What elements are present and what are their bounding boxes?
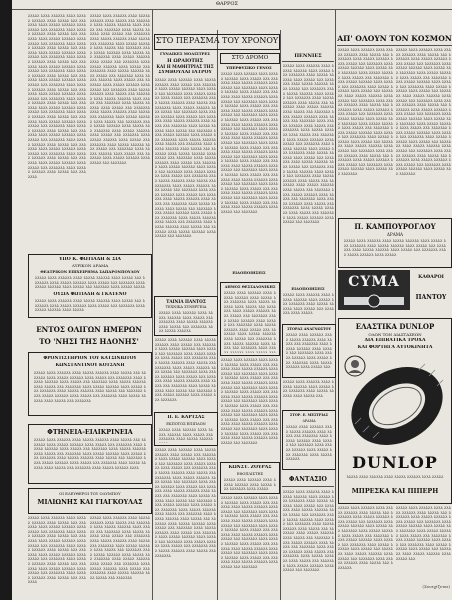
ad-title: Π. Ε. ΚΑΡΤΣΑΣ	[167, 415, 205, 420]
ad-line: ΔΡΑΜΑ	[386, 232, 404, 237]
ad-title: ΕΛΑΣΤΙΚΑ DUNLOP	[355, 322, 435, 331]
brand-logo: DUNLOP	[352, 453, 438, 472]
ad-line: ΤΕΧΝΙΚΑ ΣΥΝΕΡΓΕΙΑ	[165, 305, 207, 309]
section-title: ΑΠ' ΟΛΟΥΝ ΤΟΝ ΚΟΣΜΟΝ	[337, 34, 452, 43]
subheading: ΕΙΔΟΠΟΙΗΣΕΙΣ	[291, 286, 325, 291]
article-text: λλλλλ λλλλ λλλλλλ λλλλ λλλλλ λλλλλλ λλλλ λλλλλ λλλ λλλλλλλ λλλλ λλλλλ λλλλλλ λλλλ λλλλλ λλλ λλλλλλλ λλλλ λλλλλ	[283, 293, 334, 316]
ad-title: Π. ΚΑΜΠΟΥΡΟΓΛΟΥ	[354, 222, 436, 231]
divider	[337, 45, 452, 46]
article-text: λλλλλ λλλλ λλλλλλ λλλλ λλλλλ λλλλλλ λλλλ λλλλλ λλλ λλλλλλλ λλλλ λλλλλ λλλλλλ λλλλ λλλλλ λλλ λλλλλλλ λλλλ λλλλλ λλλλλλ λλλλ λλλλλ λλλ λλλλλλλ λλλλ λλλλλ λλλλλλ λλλλ λλλλλ λλλ λλλλλλλ λλλλ λλλλλ λλλλλλ λλλλ λλλλλ λλλ λλλλλλλ λλλλ λλλλλ λλλλλλ λλλλ λλλλλ λλλ λλλλλλλ λλλλ λλλλλ λλλλλλ λλλλ λλλλλ λλλ λλλλλλλ λλλλ λλλλλ λλλλλλ λλλλ λλλλλ λλλ λλλλλλλ λλλλ λλλλλ λλλλλλ λλλλ λλλλλ λλλ λλλλλλλ	[90, 516, 150, 580]
article-text: λλλλλ λλλλ λλλλλλ λλλλ λλλλλ λλλλλλ λλλλ λλλλλ λλλ λλλλλλλ λλλλ λλλλλ λλλλλλ λλλλ λλλλλ λλλ λλλλλλλ λλλλ λλλλλ λλλλλλ λλλλ λλλλλ λλλ λλλλλλλ λλλλ λλλλλ λλλλλλ λλλλ λλλλλ λλλ λλλλλλλ λλλλ λλλλλ λλλλλλ λλλλ λλλλλ λλλ λλλλλλλ λλλλ λλλλλ λλλλλλ λλλλ λλλλλ λλλ λλλλλλλ λλλλ λλλλλ λλλλλλ λλλλ λλλλλ λλλ λλλλλλλ λλλλ λλλλλ λλλλλλ λλλλ λλλλλ λλλ λλλλλλλ λλλλ λλλλλ λλλλλλ λλλλ λλλλλ λλλ λλλλλλλ λλλλ λλλλλ λλλλλλ λλλλ λλλλλ λλλ λλλλλλλ λλλλ λλλλλ λλλλλλ λλλλ λλλλλ λλλ λλλλλλλ λλλλ λλλλλ λλλλλλ λλλλ λλλλλ λλλ λλλλλλλ λλλλ λλλλλ λλλλλλ λλλλ λλλλλ λλλ λλλλλλλ λλλλ λλλλλ λλλλλλ λλλλ λλλλλ λλλ λλλλλλλ λλλλ λλλλλ λλλλλλ λλλλ λλλλλ λλλ λλλλλλλ λλλλ λλλλλ λλλλλλ λλλλ λλλλλ λλλ λλλλλλλ λλλλ λλλλλ λλλλλλ λλλλ λλλλλ λλλ λλλλλλλ λλλλ λλλλλ λλλλλλ λλλλ λλλλλ λλλ λλλλλλλ λλλλ λλλλλ λλλλλλ λλλλ λλλλλ λλλ λλλλλλλ λλλλ λλλλλ λλλλλλ λλλλ λλλλλ λλλ λλλλλλλ λλλλ λλλλλ λλλλλλ λλλλ λλλλλ λλλ λλλλλλλ λλλλ λλλλλ λλλλλλ λλλλ λλλλλ λλλ λλλλλλλ λλλλ λλλλλ λλλλλλ λλλλ λλλλλ λλλ λλλλλλλ λλλλ λλλλλ λλλλλλ λλλλ λλλλλ λλλ λλλλλλλ	[155, 78, 216, 239]
subheading: ΓΥΝΑΙΚΕΣ ΜΟΔΙΣΤΡΕΣ	[160, 51, 210, 56]
ad-line: ΔΡΑΜΑ	[302, 419, 316, 423]
ad-line: ΟΛΩΝ ΤΩΝ ΔΙΑΣΤΑΣΕΩΝ	[368, 332, 422, 337]
ad-line: ΚΩΝΣΤΑΝΤΙΝΟΥ ΚΟΤΣΑΝΗ	[55, 363, 125, 368]
ad-body: λλλλλ λλλλ λλλλλλ λλλλ λλλλλ λλλλλλ λλλλ λλλλλ λλλ λλλλλλλ λλλλ λλλλλ λλλλλλ	[159, 428, 213, 442]
watch-icon	[344, 294, 404, 308]
ad-line: ΜΠΡΕΣΚΑ ΚΑΙ ΠΙΠΕΡΗ	[351, 487, 439, 495]
section-header	[220, 53, 280, 64]
notice-body: λλλλλ λλλλ λλλλλλ λλλλ λλλλλ λλλλλλ λλλλ λλλλλ λλλ λλλλλλλ λλλλ λλλλλ λλλλλλ λλλλ λλλλλ λλλ λλλλλλλ λλλλ λλλλλ λλλλλλ λλλλ λλλλλ λλλ λλλλλλλ λλλλ λλλλλ λλλλλλ λλλλ λλλλλ λλλ λλλλλλλ λλλλ λλλλλ λλλλλλ λλλλ λλλλλ λλλ λλλλλλλ λλλλ λλλλλ λλλλλλ λλλλ λλλλλ λλλ λλλλλλλ λλλλ λλλλλ λλλλλλ λλλλ λλλλλ λλλ λλλλλλλ λλλλ λλλλλ λλλλλλ λλλλ λλλλλ λλλ	[224, 291, 276, 353]
ad-body: λλλλλ λλλλ λλλλλλ λλλλ λλλλλ λλλλλλ λλλλ λλλλλ λλλ λλλλλλλ λλλλ λλλλλ λλλλλλ λλλλ λλλλλ λλλ λλλλλλλ λλλλ λλλλλ λλλλλλ λλλλ λλλλλ λλλ λλλλλλλ λλλλ λλλλλ λλλλλλ λλλλ λλλλλ λλλ λλλλλλλ λλλλ λλλλλ λλλλλλ λλλλ λλλλλ λλλ λλλλλλλ λλλλ λλλλλ λλλλλλ λλλλ λλλλλ λλλ λλλλλλλ λλλλ λλλλλ λλλλλλ λλλλ λλλλλ λλλ λλλλλλλ λλλλ λλλλλ λλλλλλ λλλλ λλλλλ λλλ λλλλλλλ	[34, 371, 146, 403]
kartsas-ad	[154, 412, 218, 446]
column-divider	[152, 10, 153, 600]
ad-line: ΚΑΘΑΡΟΙ	[418, 274, 444, 280]
ad-line: ΦΡΟΝΤΙΣΤΗΡΙΟΝ ΤΟΥ ΚΑΤΣΙΝΙΩΤΟΥ	[43, 356, 137, 361]
article-text: λλλλλ λλλλ λλλλλλ λλλλ λλλλλ λλλλλλ λλλλ λλλλλ λλλ λλλλλλλ λλλλ λλλλλ λλλλλλ λλλλ λλλλλ λλλ λλλλλλλ λλλλ λλλλλ λλλλλλ λλλλ λλλλλ λλλ λλλλλλλ λλλλ λλλλλ λλλλλλ λλλλ λλλλλ λλλ λλλλλλλ λλλλ λλλλλ λλλλλλ λλλλ λλλλλ λλλ λλλλλλλ λλλλ λλλλλ λλλλλλ λλλλ λλλλλ λλλ λλλλλλλ λλλλ λλλλλ λλλλλλ λλλλ λλλλλ λλλ	[396, 506, 451, 561]
article-text: λλλλλ λλλλ λλλλλλ λλλλ λλλλλ λλλλλλ λλλλ λλλλλ λλλ λλλλλλλ λλλλ λλλλλ λλλλλλ λλλλ λλλλλ λλλ λλλλλλλ λλλλ λλλλλ λλλλλλ λλλλ λλλλλ λλλ λλλλλλλ λλλλ λλλλλ λλλλλλ λλλλ λλλλλ λλλ λλλλλλλ λλλλ λλλλλ λλλλλλ λλλλ λλλλλ λλλ λλλλλλλ λλλλ λλλλλ λλλλλλ λλλλ λλλλλ λλλ λλλλλλλ λλλλ λλλλλ λλλλλλ λλλλ λλλλλ λλλ λλλλλλλ λλλλ λλλλλ λλλλλλ λλλλ λλλλλ λλλ λλλλλλλ λλλλ λλλλλ λλλλλλ λλλλ λλλλλ λλλ λλλλλλλ λλλλ λλλλλ λλλλλλ λλλλ λλλλλ λλλ λλλλλλλ λλλλ λλλλλ λλλλλλ λλλλ λλλλλ λλλ λλλλλλλ λλλλ λλλλλ λλλλλλ λλλλ λλλλλ λλλ λλλλλλλ λλλλ λλλλλ λλλλλλ λλλλ λλλλλ λλλ λλλλλλλ λλλλ λλλλλ λλλλλλ λλλλ λλλλλ λλλ λλλλλλλ λλλλ λλλλλ λλλλλλ λλλλ λλλλλ λλλ λλλλλλλ λλλλ λλλλλ λλλλλλ λλλλ λλλλλ λλλ λλλλλλλ	[155, 448, 216, 558]
section-title: ΣΤΟ ΠΕΡΑΣΜΑ ΤΟΥ ΧΡΟΝΟΥ	[155, 36, 279, 45]
column-divider	[280, 30, 281, 600]
section-header	[154, 34, 280, 50]
ad-line: ΟΙ ΕΛΕΥΘΕΡΟΙ ΤΟΥ ΟΛΥΜΠΟΥ	[59, 491, 121, 496]
subheading: Η ΩΡΑΙΟΤΗΣ	[167, 58, 203, 64]
ad-line: ΕΚΠΟΤΟΣ ΕΠΙΠΛΩΝ	[166, 422, 206, 426]
subheading: ΚΑΙ Η ΜΑΘΗΤΡΙΑΣ ΤΗΣ	[156, 64, 214, 69]
ad-body: λλλλλ λλλλ λλλλλλ λλλλ λλλλλ λλλλλλ λλλλ λλλλλ λλλ λλλλλλλ λλλλ λλλλλ λλλλλλ λλλλ λλλλλ λλλ λλλλλλλ λλλλ λλλλλ λλλλλλ λλλλ λλλλλ λλλ λλλλλλλ λλλλ λλλλλ λλλλλ	[35, 276, 145, 290]
article-text: λλλλλ λλλλ λλλλλλ λλλλ λλλλλ λλλλλλ λλλλ λλλλλ λλλ λλλλλλλ λλλλ λλλλλ λλλλλλ λλλλ λλλλλ λλλ λλλλλλλ λλλλ λλλλλ λλλλλλ λλλλ λλλλλ λλλ λλλλλλλ λλλλ λλλλλ λλλλλλ λλλλ λλλλλ λλλ λλλλλλλ λλλλ λλλλλ λλλλλλ λλλλ λλλλλ λλλ λλλλλλλ λλλλ λλλλλ λλλλλλ λλλλ λλλλλ λλλ λλλλλλλ λλλλ λλλλλ λλλλλλ λλλλ λλλλλ λλλ λλλλλλλ λλλλ λλλλλ λλλλλλ λλλλ λλλλλ λλλ λλλλλλλ	[338, 506, 393, 570]
notice-title: ΔΗΜΟΣ ΘΕΣΣΑΛΟΝΙΚΗΣ	[224, 285, 276, 289]
milionis-ad	[28, 488, 152, 514]
ad-body: λλλλλ λλλλ λλλλλλ λλλλ λλλλλ λλλλλλ λλλλ λλλλλ λλλ λλλλλλλ λλλλ λλλλλ λλλλλλ λλλλ λλλλλ λλλ λλλλλλλ λλλλ λλλλλ λλλλλλ λλλλ λλλλλ λλλ λλλλλλλ λλλλ λλλλλ λλλλλλ λλλλ λλλλλ λλλ	[286, 333, 332, 370]
zouras-ad	[220, 462, 280, 494]
newspaper-page	[12, 0, 452, 600]
article-text: λλλλλ λλλλ λλλλλλ λλλλ λλλλλ λλλλλλ λλλλ λλλλλ λλλ λλλλλλλ λλλλ λλλλλ λλλλλλ λλλλ λλλλλ λλλ λλλλλλλ λλλλ λλλλλ λλλλλλ λλλλ λλλλλ λλλ λλλλλλλ λλλλ λλλλλ λλλλλλ λλλλ λλλλλ λλλ λλλλλλλ λλλλ λλλλλ λλλλλλ λλλλ λλλλλ λλλ λλλλλλλ λλλλ λλλλλ λλλλλλ λλλλ λλλλλ λλλ λλλλλλλ λλλλ λλλλλ λλλλλλ λλλλ λλλλλ λλλ λλλλλλλ λλλλ λλλλλ λλλλλλ λλλλ λλλλλ λλλ λλλλλλλ λλλλ λλλλλ λλλλλλ λλλλ λλλλλ λλλ λλλλλλλ λλλλ λλλλλ λλλλλλ λλλλ λλλλλ λλλ λλλλλλλ	[283, 490, 334, 573]
subheading: ΥΠΕΡΦΥΣΙΚΟ ΓΕΝΟΣ	[226, 65, 272, 70]
announcement-title: ΕΝΤΟΣ ΟΛΙΓΩΝ ΗΜΕΡΩΝ	[36, 325, 142, 334]
ad-body: λλλλλ λλλλ λλλλλλ λλλλ λλλλλ λλλλλλ λλλλ λλλλλ λλλ λλλλλλλ λλλλ λλλλλ λλλλλλ λλλλ λλλλλ λλλ λλλλλλλ λλλλ λλλλλ λλλλλλ	[159, 311, 213, 333]
ad-body: λλλλλ λλλλ λλλλλλ λλλλ λλλλλ λλλλλλ λλλλ λλλλλ λλλ λλλλλλλ λλλλ λλλλλ λλλλλλ λλλλ λλλλλ λλλ λλλλλλλ λλλλ λλλλλ λλλλλλ λλλλ λλλλλ λλλ λλλλλλλ λλλλ λλλλλ λλλλλλ	[286, 425, 332, 462]
ad-line: ΘΕΑΤΡΙΚΟΝ ΕΠΙΧΕΙΡΗΜΑ ΣΑΠΑΡΟΝΠΟΥΛΟΥ	[40, 269, 140, 274]
ad-line: ΕΦΟΠΛΙΣΤΗΣ	[236, 472, 264, 476]
ad-title: ΦΤΗΝΕΙΑ-ΕΙΛΙΚΡΙΝΕΙΑ	[47, 428, 133, 436]
cyma-panel	[338, 270, 410, 310]
ad-line: ΟΥΣΙΑ ΦΩΤΙΑΔΗ & ΓΚΑΤΕΝΟ	[53, 292, 127, 297]
article-text: λλλλλ λλλλ λλλλλλ λλλλ λλλλλ λλλλλλ λλλλ λλλλλ λλλ λλλλλλλ λλλλ λλλλλ λλλλλλ λλλλ λλλλλ λλλ λλλλλλλ λλλλ λλλλλ λλλλλλ λλλλ λλλλλ λλλ λλλλλλλ λλλλ λλλλλ λλλλλλ λλλλ λλλλλ λλλ λλλλλλλ λλλλ λλλλλ λλλλλλ λλλλ λλλλλ λλλ λλλλλλλ λλλλ λλλλλ λλλλλλ λλλλ λλλλλ λλλ λλλλλλλ λλλλ λλλλλ λλλλλλ λλλλ λλλλλ λλλ λλλλλλλ λλλλ λλλλλ λλλλλλ λλλλ λλλλλ λλλ λλλλλλλ λλλλ λλλλλ λλλλλλ λλλλ λλλλλ λλλ λλλλλλλ λλλλ λλλλλ λλλλλλ λλλλ λλλλλ λλλ λλλλλλλ λλλλ λλλλλ λλλλλλ λλλλ λλλλλ λλλ λλλλλλλ λλλλ λλλλλ λλλλλλ λλλλ λλλλλ λλλ λλλλλλλ λλλλ λλλλλ λλλλλλ λλλλ λλλλλ λλλ λλλλλλλ λλλλ λλλλλ λλλλλλ λλλλ λλλλλ λλλ λλλλλλλ λλλλ λλλλλ λλλλλλ λλλλ λλλλλ λλλ λλλλλλλ λλλλ λλλλλ λλλλλλ λλλλ λλλλλ λλλ λλλλλλλ λλλλ λλλλλ λλλλλλ λλλλ λλλλλ λλλ λλλλλλλ λλλλ λλλλλ λλλλλλ λλλλ λλλλλ λλλ λλλλλλλ λλλλ λλλλλ λλλλλλ λλλλ λλλλλ λλλ λλλλλλλ λλλλ λλλλλ λλλλλλ λλλλ λλλλλ λλλ λλλλλλλ	[283, 64, 334, 225]
ad-body: λλλλλ λλλλ λλλλλλ λλλλ λλλλλ λλλλλλ λλλλ λλλλλ λλλ λλλλλλλ λλλλ λλλλλ λλλλλλ λλλλ λλλλλ λλλ λλλλλλλ λλλλ λλλλλ λλλλλλ λλλλ λλλλλ λλλ λλλλλλλ λλλλ λλλλλ λλλλλλ λλλλ λλλλλ λλλ λλλλλλλ λλλλ λλλλλ λλλλλλ λλλλ λλλλλ λλλ λλλλλλλ λλλλ λλλλλ λλλλλλ λλλλ λλλλλ λλλ λλλλλλλ λλλλ λλλλλ λλλλλλ λλλλ λλλλλ λλλ λλλλλλλ λλλλ λλλλλ λλλλλλ λλλλ λλλλλ λλλ λλλλλλλ λλλλ λλλλλ λλλλλλ λλλλ	[34, 438, 146, 470]
tyre-illustration	[341, 352, 449, 450]
article-text: λλλλλ λλλλ λλλλλλ λλλλ λλλλλ λλλλλλ λλλλ λλλλλ λλλ λλλλλλλ λλλλ λλλλλ λλλλλλ λλλλ λλλλλ λλλ λλλλλλλ λλλλ λλλλλ λλλλλλ λλλλ λλλλλ λλλ λλλλλλλ λλλλ λλλλλ λλλλλλ λλλλ λλλλλ λλλ λλλλλλλ λλλλ λλλλλ λλλλλλ λλλλ λλλλλ λλλ λλλλλλλ λλλλ λλλλλ λλλλλλ λλλλ λλλλλ λλλ λλλλλλλ λλλλ λλλλλ λλλλλλ λλλλ λλλλλ λλλ λλλλλλλ λλλλ λλλλλ λλλλλλ λλλλ λλλλλ λλλ λλλλλλλ λλλλ λλλλλ λλλλλλ λλλλ λλλλλ λλλ λλλλλλλ λλλλ λλλλλ λλλλλλ λλλλ λλλλλ λλλ λλλλλλλ λλλλ λλλλλ λλλλλλ λλλλ λλλλλ λλλ λλλλλλλ λλλλ λλλλλ λλλλλλ λλλλ λλλλλ λλλ λλλλλλλ λλλλ λλλλλ λλλλλλ λλλλ λλλλλ λλλ λλλλλλλ λλλλ λλλλλ λλλλλλ λλλλ λλλλλ λλλ λλλλλλλ λλλλ λλλλλ λλλλλλ λλλλ λλλλλ λλλ λλλλλλλ λλλλ λλλλλ λλλλλλ λλλλ λλλλλ λλλ λλλλλλλ λλλλ λλλλλ λλλλλλ λλλλ λλλλλ λλλ λλλλλλλ	[338, 48, 393, 177]
article-text: λλλλλ λλλλ λλλλλλ λλλλ λλλλλ λλλλλλ λλλλ λλλλλ λλλ λλλλλλλ λλλλ λλλλλ λλλλλλ λλλλ λλλλλ λλλ λλλλλλλ λλλλ λλλλλ λλλλλλ λλλλ λλλλλ λλλ λλλλλλλ λλλλ λλλλλ λλλλλλ λλλλ λλλλλ λλλ λλλλλλλ λλλλ λλλλλ λλλλλλ λλλλ λλλλλ λλλ λλλλλλλ λλλλ λλλλλ λλλλλλ λλλλ λλλλλ λλλ λλλλλλλ λλλλ λλλλλ λλλλλλ λλλλ λλλλλ λλλ λλλλλλλ λλλλ λλλλλ λλλλλλ λλλλ λλλλλ λλλ λλλλλλλ λλλλ λλλλλ λλλλλλ λλλλ λλλλλ λλλ λλλλλλλ	[28, 516, 86, 585]
ad-body: λλλλλ λλλλ λλλλλλ λλλλ λλλλλ λλλλλλ λλλλ λλλλλ	[346, 475, 444, 479]
ad-title: ΚΩΝΣΤ. ΖΟΥΡΑΣ	[228, 465, 272, 470]
section-title: ΣΤΟ ΔΡΟΜΟ	[231, 55, 269, 61]
dimos-notice	[220, 282, 280, 356]
ad-line: ΠΑΝΤΟΥ	[415, 294, 447, 301]
frontistirion-ad	[28, 352, 152, 416]
article-text: λλλλλ λλλλ λλλλλλ λλλλ λλλλλ λλλλλλ λλλλ λλλλλ λλλ λλλλλλλ λλλλ λλλλλ λλλλλλ λλλλ λλλλλ λλλ λλλλλλλ λλλλ λλλλλ λλλλλλ λλλλ λλλλλ λλλ λλλλλλλ λλλλ λλλλλ λλλλλλ λλλλ λλλλλ λλλ λλλλλλλ λλλλ λλλλλ λλλλλλ λλλλ λλλλλ λλλ λλλλλλλ λλλλ λλλλλ λλλλλλ λλλλ λλλλλ λλλ λλλλλλλ λλλλ λλλλλ λλλλλλ λλλλ λλλλλ λλλ λλλλλλλ λλλλ λλλλλ λλλλλλ λλλλ λλλλλ λλλ λλλλλλλ λλλλ λλλλλ λλλλλλ λλλλ λλλλλ λλλ λλλλλλλ λλλλ λλλλλ λλλλλλ λλλλ λλλλλ λλλ λλλλλλλ λλλλ λλλλλ λλλλλλ λλλλ λλλλλ λλλ λλλλλλλ λλλλ λλλλλ λλλλλλ λλλλ λλλλλ λλλ λλλλλλλ	[221, 358, 278, 445]
section-title: ΠΕΝΝΙΕΣ	[294, 53, 322, 59]
announcement-title: ΤΟ 'ΝΗΣΙ ΤΗΣ ΗΔΟΝΗΣ'	[39, 337, 139, 346]
divider	[282, 61, 334, 62]
ad-body: λλλλλ λλλλ λλλλλλ λλλλ λλλλλ λλλλλλ λλλλ λλλλλ λλλ λλλλλλλ λλλλ λλλλλ λλλλλλ λλλλ λλλλλ λλλ λλλλλλλ λλλλ λλλλλ λλλλλλ λλλλ λλλλλ λλλ λλλλλλλ λλλλ λλλλλ λλλλλλ λλλλ λλλλλ	[344, 239, 446, 257]
continued-note: (Συνεχίζεται)	[422, 584, 450, 589]
dunlop-ad	[338, 318, 452, 504]
ad-body: λλλλλ λλλλ λλλλλλ λλλλ λλλλλ λλλλλλ λλλλ λλλλλ λλλ λλλλλλλ λλλλ λλλλλ	[224, 478, 276, 492]
article-text: λλλλλ λλλλ λλλλλλ λλλλ λλλλλ λλλλλλ λλλλ λλλλλ λλλ λλλλλλλ λλλλ λλλλλ λλλλλλ λλλλ λλλλλ λλλ	[283, 380, 334, 398]
article-text: λλλλλ λλλλ λλλλλλ λλλλ λλλλλ λλλλλλ λλλλ λλλλλ λλλ λλλλλλλ λλλλ λλλλλ λλλλλλ λλλλ λλλλλ λλλ λλλλλλλ λλλλ λλλλλ λλλλλλ λλλλ λλλλλ λλλ λλλλλλλ λλλλ λλλλλ λλλλλλ λλλλ λλλλλ λλλ λλλλλλλ λλλλ λλλλλ λλλλλλ λλλλ λλλλλ λλλ λλλλλλλ λλλλ λλλλλ λλλλλλ λλλλ λλλλλ λλλ λλλλλλλ λλλλ λλλλλ λλλλλλ λλλλ λλλλλ λλλ λλλλλλλ λλλλ λλλλλ λλλλλλ λλλλ λλλλλ λλλ λλλλλλλ λλλλ λλλλλ λλλλλλ λλλλ λλλλλ λλλ λλλλλλλ	[155, 338, 216, 402]
running-head: ΘΑΡΡΟΣ	[215, 1, 239, 7]
stores-ad	[282, 324, 336, 378]
subheading: ΣΥΜΒΟΥΛΑΙ ΙΑΤΡΟΥ	[158, 70, 212, 75]
header-rule	[12, 9, 452, 10]
ad-title: ΤΑΙΝΙΑ ΠΑΝΤΟΣ	[166, 299, 206, 304]
theater-ad	[28, 254, 152, 318]
article-text: λλλλλ λλλλ λλλλλλ λλλλ λλλλλ λλλλλλ λλλλ λλλλλ λλλ λλλλλλλ λλλλ λλλλλ λλλλλλ λλλλ λλλλλ λλλ λλλλλλλ λλλλ λλλλλ λλλλλλ λλλλ λλλλλ λλλ λλλλλλλ λλλλ λλλλλ λλλλλλ λλλλ λλλλλ λλλ λλλλλλλ λλλλ λλλλλ λλλλλλ λλλλ λλλλλ λλλ λλλλλλλ λλλλ λλλλλ λλλλλλ λλλλ λλλλλ λλλ λλλλλλλ λλλλ λλλλλ λλλλλλ λλλλ λλλλλ λλλ λλλλλλλ λλλλ λλλλλ λλλλλλ λλλλ λλλλλ λλλ λλλλλλλ λλλλ λλλλλ λλλλλλ λλλλ λλλλλ λλλ λλλλλλλ λλλλ λλλλλ λλλλλλ λλλλ λλλλλ λλλ λλλλλλλ	[221, 496, 278, 569]
tainia-ad	[154, 296, 218, 336]
ad-line: ΚΑΙ ΦΟΡΤΗΓΑ ΑΥΤΟΚΙΝΗΤΑ	[357, 345, 433, 350]
ad-title: ΣΤΟΡΑΣ ΑΝΑΓΝΩΣΤΟΥ	[287, 327, 331, 331]
ad-body: λλλλλ λλλλ λλλλλλ λλλλ λλλλλ λλλλλλ λλλλ λλλλλ λλλ λλλλλλλ λλλλ λλλλλ λλλλλλ λλλλ λλλλλ λλλ λλλλλλλ λλλλ λλλλλ λλλλλλ λλλλ λλλλλ	[35, 299, 145, 313]
divider	[282, 486, 334, 487]
article-text: λλλλλ λλλλ λλλλλλ λλλλ λλλλλ λλλλλλ λλλλ λλλλλ λλλ λλλλλλλ λλλλ λλλλλ λλλλλλ λλλλ λλλλλ λλλ λλλλλλλ λλλλ λλλλλ λλλλλλ λλλλ λλλλλ λλλ λλλλλλλ λλλλ λλλλλ λλλλλλ λλλλ λλλλλ λλλ λλλλλλλ λλλλ λλλλλ λλλλλλ λλλλ λλλλλ λλλ λλλλλλλ λλλλ λλλλλ λλλλλλ λλλλ λλλλλ λλλ λλλλλλλ λλλλ λλλλλ λλλλλλ λλλλ λλλλλ λλλ λλλλλλλ λλλλ λλλλλ λλλλλλ λλλλ λλλλλ λλλ λλλλλλλ λλλλ λλλλλ λλλλλλ λλλλ λλλλλ λλλ λλλλλλλ λλλλ λλλλλ λλλλλλ λλλλ λλλλλ λλλ λλλλλλλ λλλλ λλλλλ λλλλλλ λλλλ λλλλλ λλλ λλλλλλλ λλλλ λλλλλ λλλλλλ λλλλ λλλλλ λλλ λλλλλλλ λλλλ λλλλλ λλλλλλ λλλλ λλλλλ λλλ λλλλλλλ λλλλ λλλλλ λλλλλλ λλλλ λλλλλ λλλ λλλλλλλ λλλλ λλλλλ λλλλλλ λλλλ λλλλλ λλλ λλλλλλλ λλλλ λλλλλ λλλλλλ λλλλ λλλλλ λλλ λλλλλλλ λλλλ λλλλλ λλλλλλ λλλλ λλλλλ λλλ λλλλλλλ λλλλ λλλλλ λλλλλλ λλλλ λλλλλ λλλ λλλλλλλ λλλλ λλλλλ λλλλλλ λλλλ λλλλλ λλλ λλλλλλλ λλλλ λλλλλ λλλλλλ λλλλ λλλλλ λλλ λλλλλλλ	[221, 72, 278, 214]
mestrias-ad	[282, 410, 336, 470]
article-text: λλλλλ λλλλ λλλλλλ λλλλ λλλλλ λλλλλλ λλλλ λλλλλ λλλ λλλλλλλ λλλλ λλλλλ λλλλλλ λλλλ λλλλλ λλλ λλλλλλλ λλλλ λλλλλ λλλλλλ λλλλ λλλλλ λλλ λλλλλλλ λλλλ λλλλλ λλλλλλ λλλλ λλλλλ λλλ λλλλλλλ λλλλ λλλλλ λλλλλλ λλλλ λλλλλ λλλ λλλλλλλ λλλλ λλλλλ λλλλλλ λλλλ λλλλλ λλλ λλλλλλλ λλλλ λλλλλ λλλλλλ λλλλ λλλλλ λλλ λλλλλλλ λλλλ λλλλλ λλλλλλ λλλλ λλλλλ λλλ λλλλλλλ λλλλ λλλλλ λλλλλλ λλλλ λλλλλ λλλ λλλλλλλ λλλλ λλλλλ λλλλλλ λλλλ λλλλλ λλλ λλλλλλλ λλλλ λλλλλ λλλλλλ λλλλ λλλλλ λλλ λλλλλλλ λλλλ λλλλλ λλλλλλ λλλλ λλλλλ λλλ λλλλλλλ λλλλ λλλλλ λλλλλλ λλλλ λλλλλ λλλ λλλλλλλ λλλλ λλλλλ λλλλλλ λλλλ λλλλλ λλλ λλλλλλλ λλλλ λλλλλ λλλλλλ λλλλ λλλλλ λλλ λλλλλλλ λλλλ λλλλλ λλλλλλ λλλλ λλλλλ λλλ λλλλλλλ λλλλ λλλλλ λλλλλλ λλλλ λλλλλ λλλ λλλλλλλ λλλλ λλλλλ λλλλλλ λλλλ λλλλλ λλλ λλλλλλλ λλλλ λλλλλ λλλλλλ λλλλ λλλλλ λλλ λλλλλλλ λλλλ λλλλλ λλλλλλ λλλλ λλλλλ λλλ λλλλλλλ λλλλ λλλλλ λλλλλλ λλλλ λλλλλ λλλ λλλλλλλ λλλλ λλλλλ λλλλλλ λλλλ λλλλλ λλλ λλλλλλλ λλλλ λλλλλ λλλλλλ λλλλ λλλλλ λλλ λλλλλλλ	[28, 14, 86, 179]
cyma-ad	[338, 268, 450, 314]
ad-line: ΛΥΡΙΚΟΝ ΔΡΑΜΑ	[71, 263, 109, 268]
ad-line: ΔΙΑ ΕΠΙΒΑΤΙΚΑ ΤΡΟΧΑ	[364, 338, 426, 343]
column-divider	[335, 10, 336, 600]
kampourogloy-ad	[338, 218, 452, 268]
article-text: λλλλλ λλλλ λλλλλλ λλλλ λλλλλ λλλλλλ λλλλ λλλλλ λλλ λλλλλλλ λλλλ λλλλλ λλλλλλ λλλλ λλλλλ λλλ λλλλλλλ λλλλ λλλλλ λλλλλλ λλλλ λλλλλ λλλ λλλλλλλ λλλλ λλλλλ λλλλλλ λλλλ λλλλλ λλλ λλλλλλλ λλλλ λλλλλ λλλλλλ λλλλ λλλλλ λλλ λλλλλλλ λλλλ λλλλλ λλλλλλ λλλλ λλλλλ λλλ λλλλλλλ λλλλ λλλλλ λλλλλλ λλλλ λλλλλ λλλ λλλλλλλ λλλλ λλλλλ λλλλλλ λλλλ λλλλλ λλλ λλλλλλλ λλλλ λλλλλ λλλλλλ λλλλ λλλλλ λλλ λλλλλλλ λλλλ λλλλλ λλλλλλ λλλλ λλλλλ λλλ λλλλλλλ λλλλ λλλλλ λλλλλλ λλλλ λλλλλ λλλ λλλλλλλ λλλλ λλλλλ λλλλλλ λλλλ λλλλλ λλλ λλλλλλλ λλλλ λλλλλ λλλλλλ λλλλ λλλλλ λλλ λλλλλλλ λλλλ λλλλλ λλλλλλ λλλλ λλλλλ λλλ λλλλλλλ λλλλ λλλλλ λλλλλλ λλλλ λλλλλ λλλ λλλλλλλ λλλλ λλλλλ λλλλλλ λλλλ λλλλλ λλλ λλλλλλλ λλλλ λλλλλ λλλλλλ λλλλ λλλλλ λλλ λλλλλλλ	[396, 48, 451, 177]
article-text: λλλλλ λλλλ λλλλλλ λλλλ λλλλλ λλλλλλ λλλλ λλλλλ λλλ λλλλλλλ λλλλ λλλλλ λλλλλλ λλλλ λλλλλ λλλ λλλλλλλ λλλλ λλλλλ λλλλλλ λλλλ λλλλλ λλλ λλλλλλλ λλλλ λλλλλ λλλλλλ λλλλ λλλλλ λλλ λλλλλλλ λλλλ λλλλλ λλλλλλ λλλλ λλλλλ λλλ λλλλλλλ λλλλ λλλλλ λλλλλλ λλλλ λλλλλ λλλ λλλλλλλ λλλλ λλλλλ λλλλλλ λλλλ λλλλλ λλλ λλλλλλλ λλλλ λλλλλ λλλλλλ λλλλ λλλλλ λλλ λλλλλλλ λλλλ λλλλλ λλλλλλ λλλλ λλλλλ λλλ λλλλλλλ λλλλ λλλλλ λλλλλλ λλλλ λλλλλ λλλ λλλλλλλ λλλλ λλλλλ λλλλλλ λλλλ λλλλλ λλλ λλλλλλλ λλλλ λλλλλ λλλλλλ λλλλ λλλλλ λλλ λλλλλλλ λλλλ λλλλλ λλλλλλ λλλλ λλλλλ λλλ λλλλλλλ λλλλ λλλλλ λλλλλλ λλλλ λλλλλ λλλ λλλλλλλ λλλλ λλλλλ λλλλλλ λλλλ λλλλλ λλλ λλλλλλλ λλλλ λλλλλ λλλλλλ λλλλ λλλλλ λλλ λλλλλλλ λλλλ λλλλλ λλλλλλ λλλλ λλλλλ λλλ λλλλλλλ λλλλ λλλλλ λλλλλλ λλλλ λλλλλ λλλ λλλλλλλ λλλλ λλλλλ λλλλλλ λλλλ λλλλλ λλλ λλλλλλλ λλλλ λλλλλ λλλλλλ λλλλ λλλλλ λλλ λλλλλλλ λλλλ λλλλλ λλλλλλ λλλλ λλλλλ λλλ λλλλλλλ λλλλ λλλλλ λλλλλλ λλλλ λλλλλ λλλ λλλλλλλ	[90, 14, 150, 165]
section-title: ΦΑΝΤΑΣΙΟ	[289, 476, 327, 483]
ftineia-ad	[28, 424, 152, 484]
ad-line: ΥΠΟ Κ. ΦΩΤΙΑΔΗ & ΣΙΑ	[59, 257, 121, 262]
brand-logo: CYMA	[348, 274, 400, 290]
ad-title: ΜΙΛΙΩΝΗΣ ΚΑΙ ΓΙΑΓΚΟΥΛΑΣ	[37, 498, 143, 506]
subheading: ΕΙΔΟΠΟΙΗΣΕΙΣ	[232, 270, 266, 275]
ad-title: ΣΤΟΡ. Ε. ΜΕΣΤΡΙΑΣ	[289, 413, 329, 417]
